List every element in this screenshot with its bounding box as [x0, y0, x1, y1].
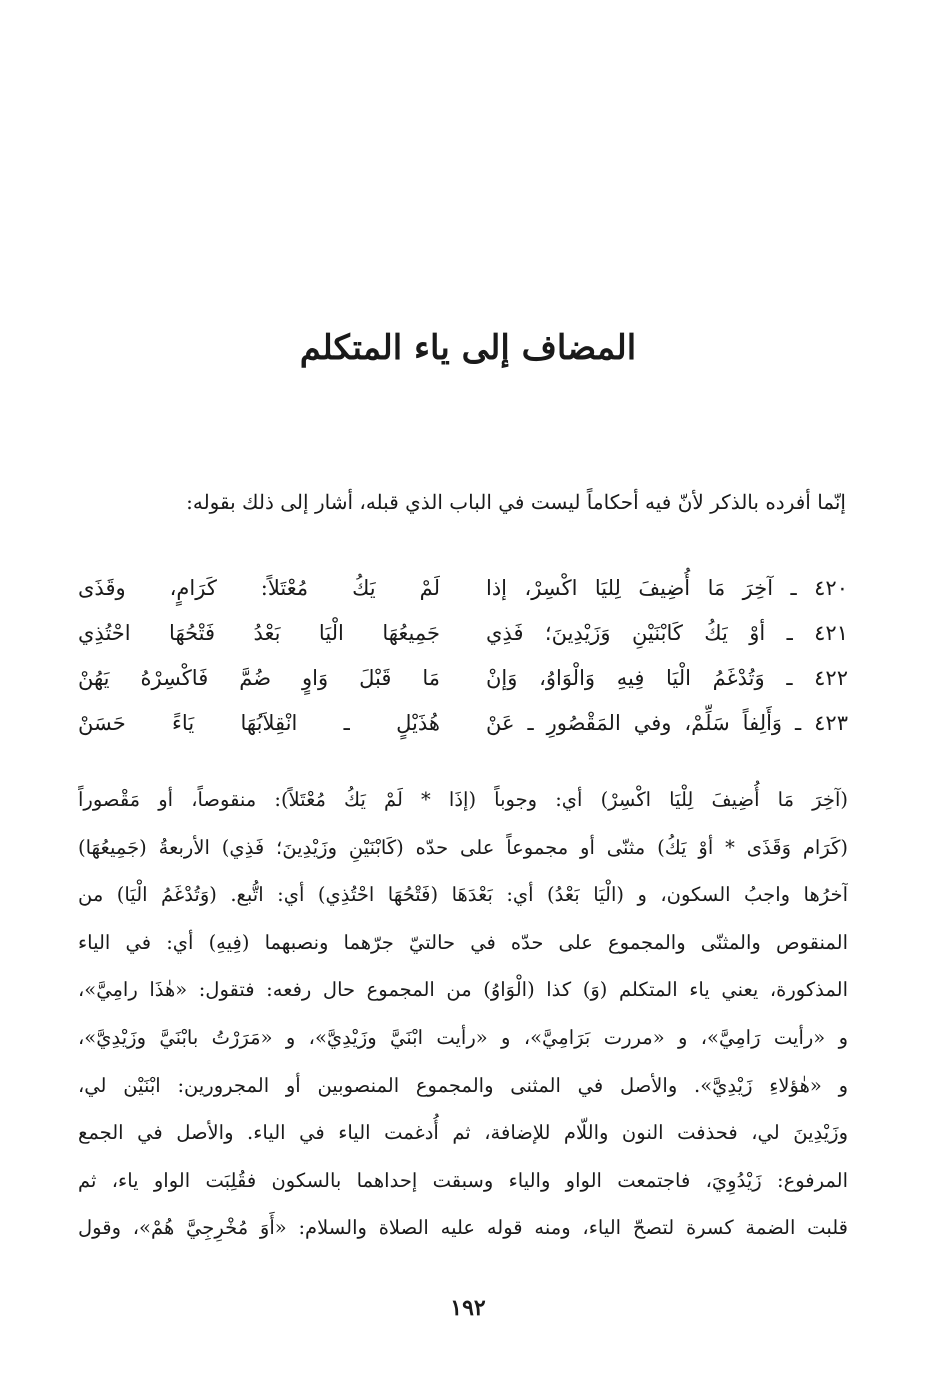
poem-verses: [78, 566, 848, 746]
verse-423: [78, 701, 848, 746]
intro-paragraph: إنّما أفرده بالذكر لأنّ فيه أحكاماً ليست في الباب الذي قبله، أشار إلى ذلك بقوله:: [186, 490, 846, 514]
commentary-line: المرفوع: زَيْدُوِيَ، فاجتمعت الواو والياء وسبقت إحداهما بالسكون فقُلِبَت الواو ياء، ثم: [78, 1168, 848, 1192]
verse-first-hemistich: ٤٢٢ ـ وَتُدْغَمُ الْيَا فِيهِ وَالْوَاوُ، وَإنْ: [486, 666, 848, 690]
verse-420: [78, 566, 848, 611]
verse-second-hemistich: مَا قَبْلَ وَاوٍ ضُمَّ فَاكْسِرْهُ يَهُنْ: [78, 666, 440, 690]
commentary-line: قلبت الضمة كسرة لتصحّ الياء، ومنه قوله عليه الصلاة والسلام: «أَوَ مُخْرِجِيَّ هُمْ»، وقول: [78, 1216, 848, 1240]
verse-first-hemistich: ٤٢٠ ـ آخِرَ مَا أُضِيفَ لِليَا اكْسِرْ، إذا: [486, 576, 848, 600]
commentary-line: المذكورة، يعني ياء المتكلم (وَ) كذا (الْوَاوُ) من المجموع حال رفعه: فتقول: «هٰذَا رامِيَّ»،: [78, 978, 848, 1002]
verse-first-hemistich: ٤٢١ ـ أوْ يَكُ كَابْنَيْنِ وَزَيْدِينَ؛ فَذِي: [486, 621, 848, 645]
verse-second-hemistich: لَمْ يَكُ مُعْتَلاً: كَرَامٍ، وقَذَى: [78, 576, 440, 600]
commentary-text: [78, 776, 848, 1252]
page-number: ١٩٢: [450, 1295, 486, 1321]
commentary-line: و «هٰؤلاءِ زَيْدِيَّ». والأصل في المثنى والمجموع المنصوبين أو المجرورين: ابْنَيْن لي،: [78, 1073, 848, 1097]
commentary-line: آخرُها واجبُ السكون، و (الْيَا بَعْدُ) أي: بَعْدَهَا (فَتْحُهَا احْتُذِي) أي: اتُّبع. (وَتُدْغَمُ الْيَا) من: [78, 883, 848, 907]
verse-second-hemistich: هُذَيْلٍ ـ انْقِلاَبُهَا يَاءً حَسَنْ: [78, 711, 440, 735]
commentary-line: (كَرَام وَقَذَى * أوْ يَكُ) مثنّى أو مجموعاً على حدّه (كَابْنَيْنِ وزَيْدِينَ؛ فَذِي) الأربعةُ (جَمِيعُهَا): [78, 835, 848, 859]
verse-421: [78, 611, 848, 656]
commentary-line: و «رأيت رَامِيَّ»، و «مررت بَرَامِيَّ»، و «رأيت ابْنَيَّ وزَيْدِيَّ»، و «مَرَرْتُ بابْنَيَّ وزَيْدِيَّ»،: [78, 1025, 848, 1049]
chapter-title: المضاف إلى ياء المتكلم: [299, 328, 637, 368]
verse-second-hemistich: جَمِيعُهَا الْيَا بَعْدُ فَتْحُهَا احْتُذِي: [78, 621, 440, 645]
commentary-line: (آخِرَ مَا أُضِيفَ لِلْيَا اكْسِرْ) أي: وجوباً (إذَا * لَمْ يَكُ مُعْتَلاً): منقوصاً، أو مَقْصوراً: [78, 788, 848, 811]
commentary-line: المنقوص والمثنّى والمجموع على حدّه في حالتيّ جرّهما ونصبهما (فِيهِ) أي: في الياء: [78, 930, 848, 954]
verse-first-hemistich: ٤٢٣ ـ وَأَلِفاً سَلِّمْ، وفي المَقْصُورِ ـ عَنْ: [486, 711, 848, 735]
commentary-line: وزَيْدِينَ لي، فحذفت النون واللّام للإضافة، ثم أُدغمت الياء في الياء. والأصل في الجمع: [78, 1121, 848, 1145]
verse-422: [78, 656, 848, 701]
